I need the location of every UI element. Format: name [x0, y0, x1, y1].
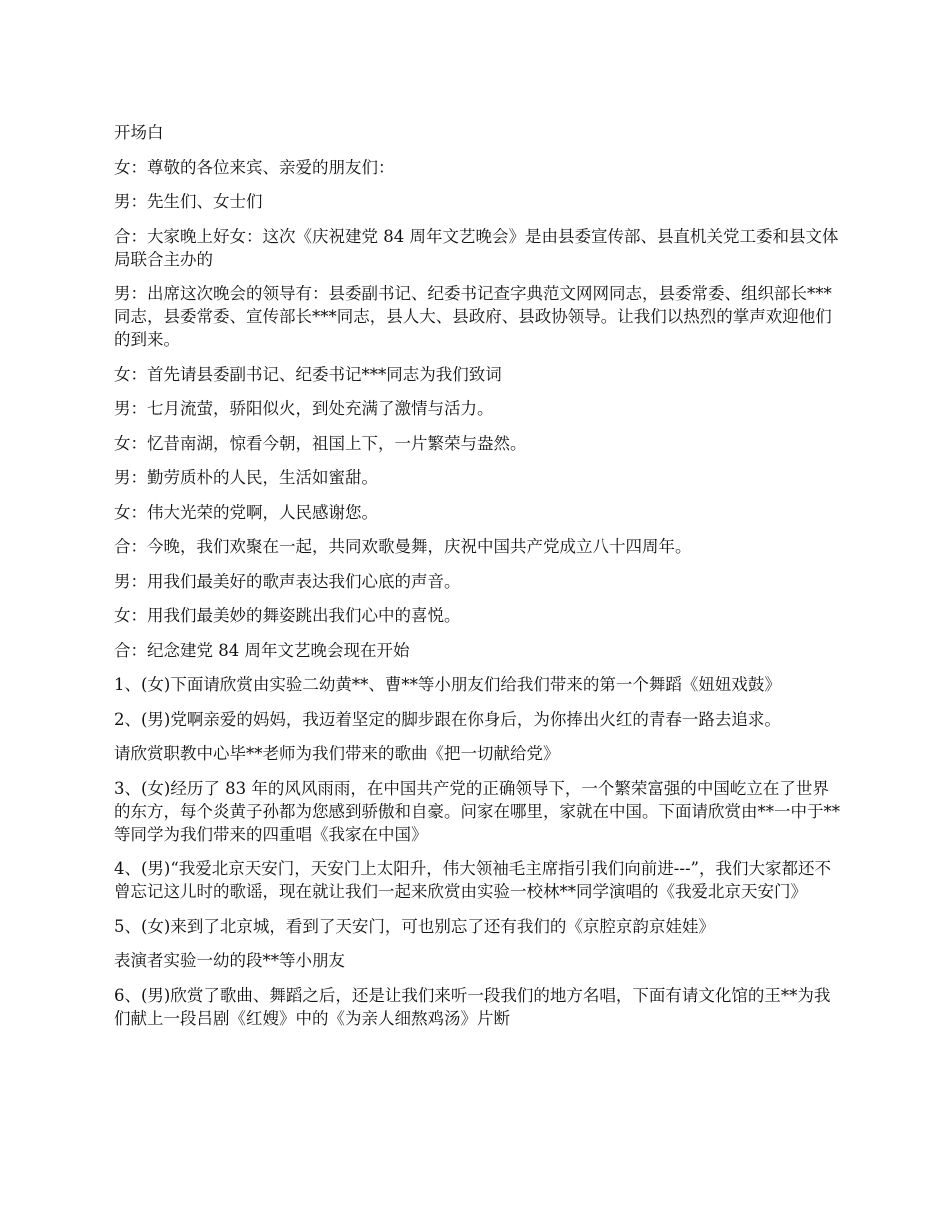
paragraph: 男：出席这次晚会的领导有：县委副书记、纪委书记查字典范文网网同志，县委常委、组织部长***同志，县委常委、宣传部长***同志，县人大、县政府、县政协领导。让我们以热烈的掌声欢迎他们的到来。: [114, 284, 832, 349]
paragraph: 男：勤劳质朴的人民，生活如蜜甜。: [114, 468, 378, 487]
paragraph: 合：大家晚上好女：这次《庆祝建党 84 周年文艺晚会》是由县委宣传部、县直机关党工委和县文体局联合主办的: [114, 226, 839, 269]
paragraph: 表演者实验一幼的段**等小朋友: [114, 951, 345, 970]
paragraph: 女：尊敬的各位来宾、亲爱的朋友们：: [114, 157, 395, 177]
paragraph: 女：首先请县委副书记、纪委书记***同志为我们致词: [114, 364, 502, 384]
program-item: 5、(女)来到了北京城，看到了天安门，可也别忘了还有我们的《京腔京韵京娃娃》: [114, 916, 715, 936]
program-item: 4、(男)“我爱北京天安门，天安门上太阳升，伟大领袖毛主席指引我们向前进---”，我们大家都还不曾忘记这儿时的歌谣，现在就让我们一起来欣赏由实验一校林**同学演唱的《我爱北京天安门》: [114, 859, 831, 901]
document-body: [114, 121, 842, 1041]
program-item: 1、(女)下面请欣赏由实验二幼黄**、曹**等小朋友们给我们带来的第一个舞蹈《妞妞戏鼓》: [114, 675, 781, 694]
paragraph: 女：忆昔南湖，惊看今朝，祖国上下，一片繁荣与盎然。: [114, 433, 527, 453]
paragraph: 男：用我们最美好的歌声表达我们心底的声音。: [114, 571, 461, 591]
program-item: 2、(男)党啊亲爱的妈妈，我迈着坚定的脚步跟在你身后，为你捧出火红的青春一路去追求。: [114, 709, 781, 729]
paragraph: 男：先生们、女士们: [114, 192, 263, 211]
paragraph: 男：七月流萤，骄阳似火，到处充满了激情与活力。: [114, 399, 494, 418]
paragraph: 请欣赏职教中心毕**老师为我们带来的歌曲《把一切献给党》: [114, 744, 560, 763]
paragraph: 合：今晚，我们欢聚在一起，共同欢歌曼舞，庆祝中国共产党成立八十四周年。: [114, 537, 692, 556]
paragraph: 合：纪念建党 84 周年文艺晚会现在开始: [114, 640, 410, 660]
program-item: 3、(女)经历了 83 年的风风雨雨，在中国共产党的正确领导下，一个繁荣富强的中国屹立在了世界的东方，每个炎黄子孙都为您感到骄傲和自豪。问家在哪里，家就在中国。下面请欣赏由**一中于**等同学为我们带来的四重唱《我家在中国》: [114, 778, 840, 844]
paragraph: 女：用我们最美妙的舞姿跳出我们心中的喜悦。: [114, 606, 461, 625]
program-item: 6、(男)欣赏了歌曲、舞蹈之后，还是让我们来听一段我们的地方名唱，下面有请文化馆的王**为我们献上一段吕剧《红嫂》中的《为亲人细熬鸡汤》片断: [114, 985, 831, 1028]
paragraph: 女：伟大光荣的党啊，人民感谢您。: [114, 502, 378, 522]
heading-opening: 开场白: [114, 123, 164, 142]
